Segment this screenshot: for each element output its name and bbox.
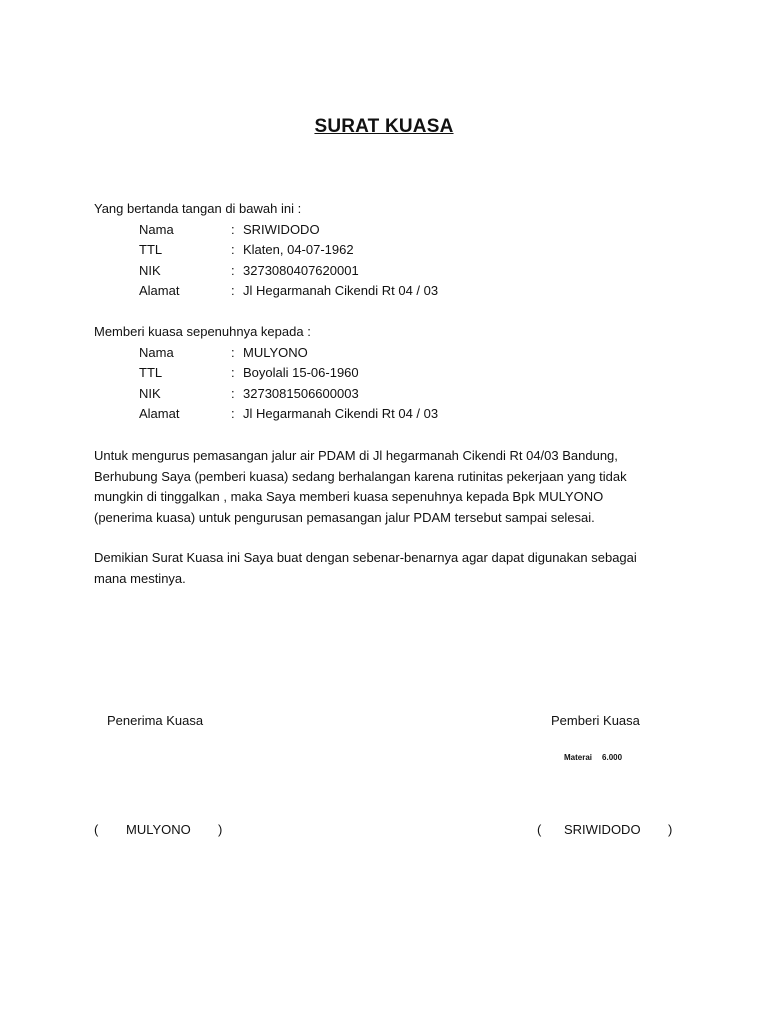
body-line: mungkin di tinggalkan , maka Saya memberi kuasa sepenuhnya kepada Bpk MULYONO bbox=[94, 489, 604, 504]
field-colon: : bbox=[231, 365, 235, 380]
receiver-name: MULYONO bbox=[126, 822, 191, 837]
field-label: NIK bbox=[139, 263, 161, 278]
grantor-intro: Yang bertanda tangan di bawah ini : bbox=[94, 201, 302, 216]
materai-label: Materai bbox=[564, 753, 593, 762]
paren-close: ) bbox=[668, 822, 673, 837]
receiver-label: Penerima Kuasa bbox=[107, 713, 204, 728]
body-paragraph bbox=[94, 446, 684, 528]
field-label: Nama bbox=[139, 222, 174, 237]
closing-line: Demikian Surat Kuasa ini Saya buat dengan sebenar-benarnya agar dapat digunakan sebagai bbox=[94, 550, 637, 565]
field-label: Alamat bbox=[139, 283, 180, 298]
closing-line: mana mestinya. bbox=[94, 570, 186, 586]
grantee-ttl-value: Boyolali 15-06-1960 bbox=[243, 365, 359, 380]
document-title: SURAT KUASA bbox=[314, 116, 454, 137]
field-colon: : bbox=[231, 345, 235, 360]
body-line: Berhubung Saya (pemberi kuasa) sedang berhalangan karena rutinitas pekerjaan yang tidak bbox=[94, 468, 627, 484]
field-colon: : bbox=[231, 406, 235, 421]
field-label: TTL bbox=[139, 365, 163, 380]
paren-close: ) bbox=[218, 822, 223, 837]
field-label: Nama bbox=[139, 345, 174, 360]
grantee-nama-value: MULYONO bbox=[243, 345, 308, 360]
grantor-nik-value: 3273080407620001 bbox=[243, 263, 359, 278]
materai-amount: 6.000 bbox=[602, 753, 623, 762]
field-colon: : bbox=[231, 283, 235, 298]
grantor-alamat-value: Jl Hegarmanah Cikendi Rt 04 / 03 bbox=[243, 283, 439, 298]
grantee-nik-value: 3273081506600003 bbox=[243, 386, 359, 401]
grantee-intro: Memberi kuasa sepenuhnya kepada : bbox=[94, 324, 311, 339]
grantor-ttl-value: Klaten, 04-07-1962 bbox=[243, 242, 354, 257]
field-label: Alamat bbox=[139, 406, 180, 421]
field-colon: : bbox=[231, 263, 235, 278]
paren-open: ( bbox=[537, 822, 542, 837]
field-colon: : bbox=[231, 222, 235, 237]
field-colon: : bbox=[231, 386, 235, 401]
field-label: TTL bbox=[139, 242, 163, 257]
paren-open: ( bbox=[94, 822, 99, 837]
grantee-alamat-value: Jl Hegarmanah Cikendi Rt 04 / 03 bbox=[243, 406, 439, 421]
closing-paragraph bbox=[94, 548, 684, 589]
giver-name: SRIWIDODO bbox=[564, 822, 641, 837]
field-label: NIK bbox=[139, 386, 161, 401]
body-line: (penerima kuasa) untuk pengurusan pemasangan jalur PDAM tersebut sampai selesai. bbox=[94, 509, 595, 525]
grantor-nama-value: SRIWIDODO bbox=[243, 222, 320, 237]
materai-stamp bbox=[564, 753, 622, 762]
giver-label: Pemberi Kuasa bbox=[551, 713, 640, 728]
body-line: Untuk mengurus pemasangan jalur air PDAM di Jl hegarmanah Cikendi Rt 04/03 Bandung, bbox=[94, 448, 618, 463]
field-colon: : bbox=[231, 242, 235, 257]
